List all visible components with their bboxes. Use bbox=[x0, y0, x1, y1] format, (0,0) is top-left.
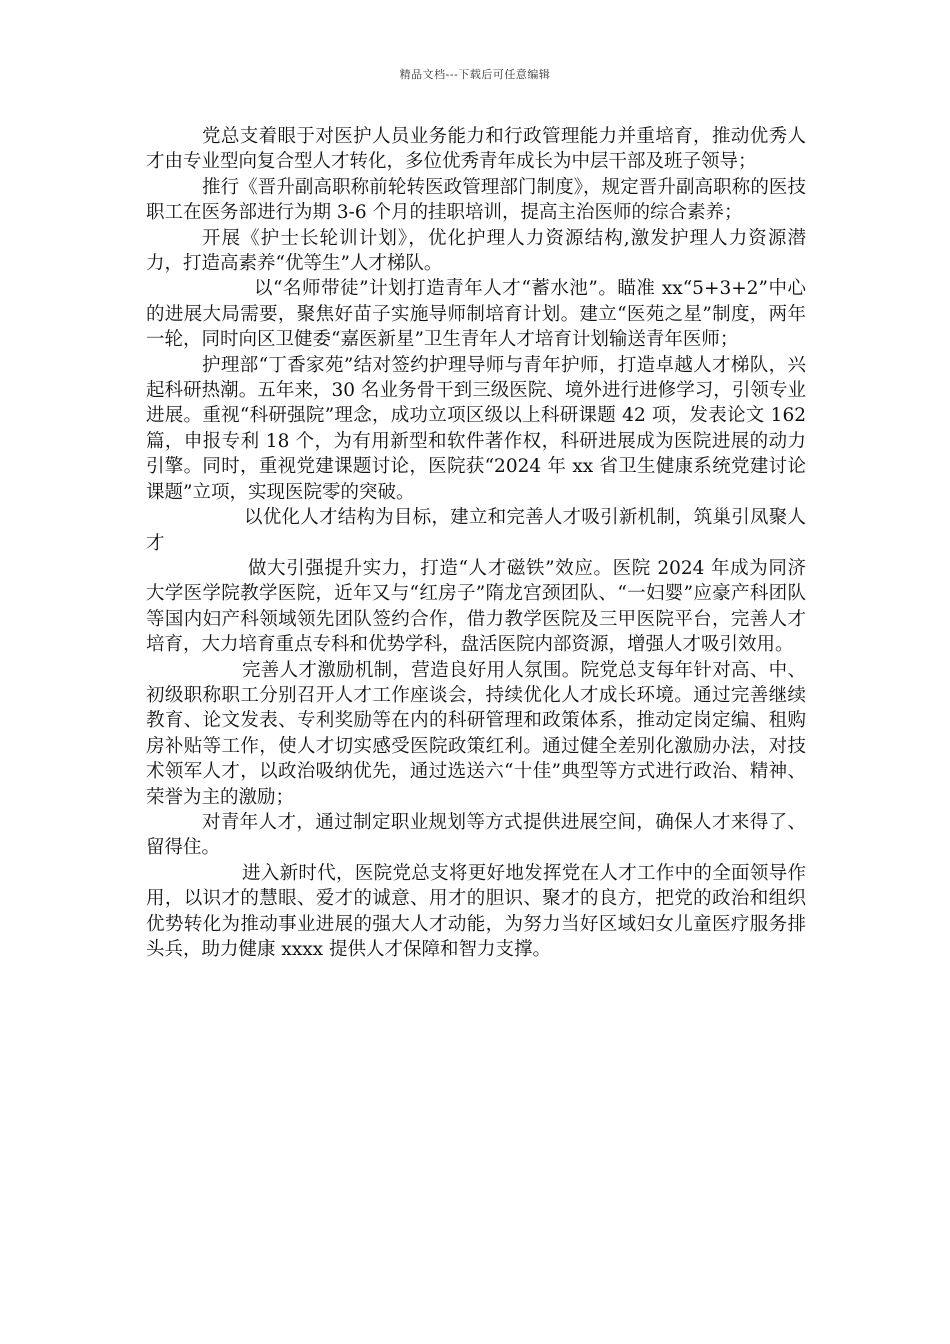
paragraph-2: 推行《晋升副高职称前轮转医政管理部门制度》，规定晋升副高职称的医技职工在医务部进行为期 3-6 个月的挂职培训，提高主治医师的综合素养； bbox=[146, 176, 806, 224]
paragraph-4: 以“名师带徒”计划打造青年人才“蓄水池”。瞄准 xx“5+3+2”中心的进展大局需要，聚焦好苗子实施导师制培育计划。建立“医苑之星”制度，两年一轮，同时向区卫健委“嘉医新星”卫生青年人才培育计划输送青年医师； bbox=[146, 278, 806, 351]
document-body bbox=[146, 124, 806, 962]
page-header: 精品文档---下载后可任意编辑 bbox=[399, 68, 551, 81]
paragraph-6: 以优化人才结构为目标，建立和完善人才吸引新机制，筑巢引凤聚人才 bbox=[146, 507, 806, 554]
paragraph-5: 护理部“丁香家苑”结对签约护理导师与青年护师，打造卓越人才梯队，兴起科研热潮。五年来，30 名业务骨干到三级医院、境外进行进修学习，引领专业进展。重视“科研强院”理念，成功立项区级以上科研课题 42 项，发表论文 162 篇，申报专利 18 个，为有用新型和软件著作权，科研进展成为医院进展的动力引擎。同时，重视党建课题讨论，医院获“2024 年 xx 省卫生健康系统党建讨论课题”立项，实现医院零的突破。 bbox=[146, 354, 806, 503]
paragraph-9: 对青年人才，通过制定职业规划等方式提供进展空间，确保人才来得了、留得住。 bbox=[146, 811, 806, 859]
paragraph-8: 完善人才激励机制，营造良好用人氛围。院党总支每年针对高、中、初级职称职工分别召开人才工作座谈会，持续优化人才成长环境。通过完善继续教育、论文发表、专利奖励等在内的科研管理和政策体系，推动定岗定编、租购房补贴等工作，使人才切实感受医院政策红利。通过健全差别化激励办法，对技术领军人才，以政治吸纳优先，通过选送六“十佳”典型等方式进行政治、精神、荣誉为主的激励； bbox=[146, 659, 806, 808]
paragraph-10: 进入新时代，医院党总支将更好地发挥党在人才工作中的全面领导作用，以识才的慧眼、爱才的诚意、用才的胆识、聚才的良方，把党的政治和组织优势转化为推动事业进展的强大人才动能，为努力当好区域妇女儿童医疗服务排头兵，助力健康 xxxx 提供人才保障和智力支撑。 bbox=[146, 862, 806, 960]
paragraph-3: 开展《护士长轮训计划》，优化护理人力资源结构,激发护理人力资源潜力，打造高素养“优等生”人才梯队。 bbox=[146, 227, 806, 275]
paragraph-1: 党总支着眼于对医护人员业务能力和行政管理能力并重培育，推动优秀人才由专业型向复合型人才转化，多位优秀青年成长为中层干部及班子领导； bbox=[146, 126, 806, 173]
paragraph-7: 做大引强提升实力，打造“人才磁铁”效应。医院 2024 年成为同济大学医学院教学医院，近年又与“红房子”隋龙宫颈团队、“一妇婴”应豪产科团队等国内妇产科领域领先团队签约合作，借力教学医院及三甲医院平台，完善人才培育，大力培育重点专科和优势学科，盘活医院内部资源，增强人才吸引效用。 bbox=[146, 557, 806, 656]
